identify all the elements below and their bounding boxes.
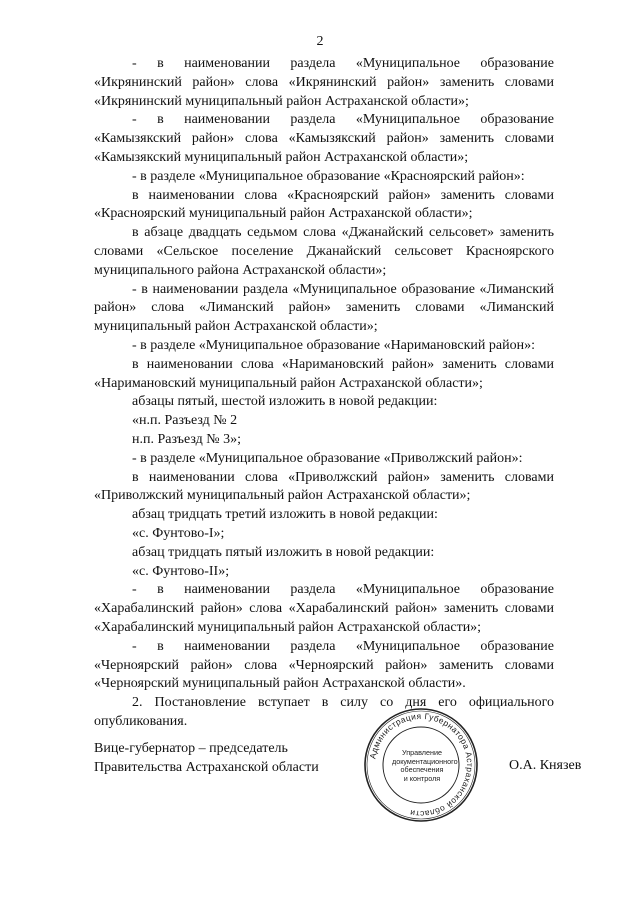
paragraph: - в разделе «Муниципальное образование «Красноярский район»:	[132, 168, 525, 184]
paragraph: «н.п. Разъезд № 2	[132, 413, 238, 429]
seal-center-line: обеспечения	[400, 765, 444, 775]
paragraph: абзацы пятый, шестой изложить в новой редакции:	[132, 394, 438, 410]
signer-name: О.А. Князев	[509, 758, 582, 773]
paragraph: в наименовании слова «Красноярский район» заменить словами «Красноярский муниципальный район Астраханской области»;	[94, 187, 554, 222]
seal-center-line: и контроля	[403, 773, 441, 783]
signer-position-line-2: Правительства Астраханской области	[94, 759, 319, 775]
page-number: 2	[316, 34, 324, 49]
paragraph: - в наименовании раздела «Муниципальное образование «Икрянинский район» слова «Икрянинский район» заменить словами «Икрянинский муниципальный район Астраханской области»;	[94, 56, 554, 109]
paragraph: - в наименовании раздела «Муниципальное образование «Камызякский район» слова «Камызякский район» заменить словами «Камызякский муниципальный район Астраханской области»;	[94, 112, 554, 165]
paragraph: н.п. Разъезд № 3»;	[132, 431, 242, 447]
paragraph: - в наименовании раздела «Муниципальное образование «Лиманский район» слова «Лиманский район» заменить словами «Лиманский муниципальный район Астраханской области»;	[94, 281, 554, 335]
seal-center-line: Управление	[402, 748, 442, 757]
paragraph: в наименовании слова «Приволжский район» заменить словами «Приволжский муниципальный район Астраханской области»;	[94, 469, 554, 504]
document-body	[94, 55, 554, 732]
signer-position	[94, 740, 319, 777]
paragraph: - в наименовании раздела «Муниципальное образование «Черноярский район» слова «Черноярский район» заменить словами «Черноярский муниципальный район Астраханской области».	[94, 638, 554, 692]
paragraph: абзац тридцать третий изложить в новой редакции:	[132, 507, 438, 523]
paragraph: «с. Фунтово-I»;	[132, 525, 225, 541]
paragraph: «с. Фунтово-II»;	[132, 563, 230, 579]
seal-center-line: документационного	[392, 756, 458, 766]
seal-ring-text: Администрация Губернатора Астраханской области	[367, 710, 476, 820]
signer-position-line-1: Вице-губернатор – председатель	[94, 741, 288, 756]
paragraph: в абзаце двадцать седьмом слова «Джанайский сельсовет» заменить словами «Сельское поселение Джанайский сельсовет Красноярского муниципального района Астраханской области»;	[94, 225, 554, 278]
paragraph: - в разделе «Муниципальное образование «Приволжский район»:	[132, 450, 523, 466]
paragraph: - в наименовании раздела «Муниципальное образование «Харабалинский район» слова «Харабалинский район» заменить словами «Харабалинский муниципальный район Астраханской области»;	[94, 582, 554, 635]
seal-center-text	[392, 748, 458, 783]
paragraph: абзац тридцать пятый изложить в новой редакции:	[132, 544, 435, 560]
paragraph: 2. Постановление вступает в силу со дня его официального опубликования.	[94, 695, 554, 729]
paragraph: в наименовании слова «Наримановский район» заменить словами «Наримановский муниципальный район Астраханской области»;	[94, 356, 554, 391]
paragraph: - в разделе «Муниципальное образование «Наримановский район»:	[132, 337, 535, 353]
